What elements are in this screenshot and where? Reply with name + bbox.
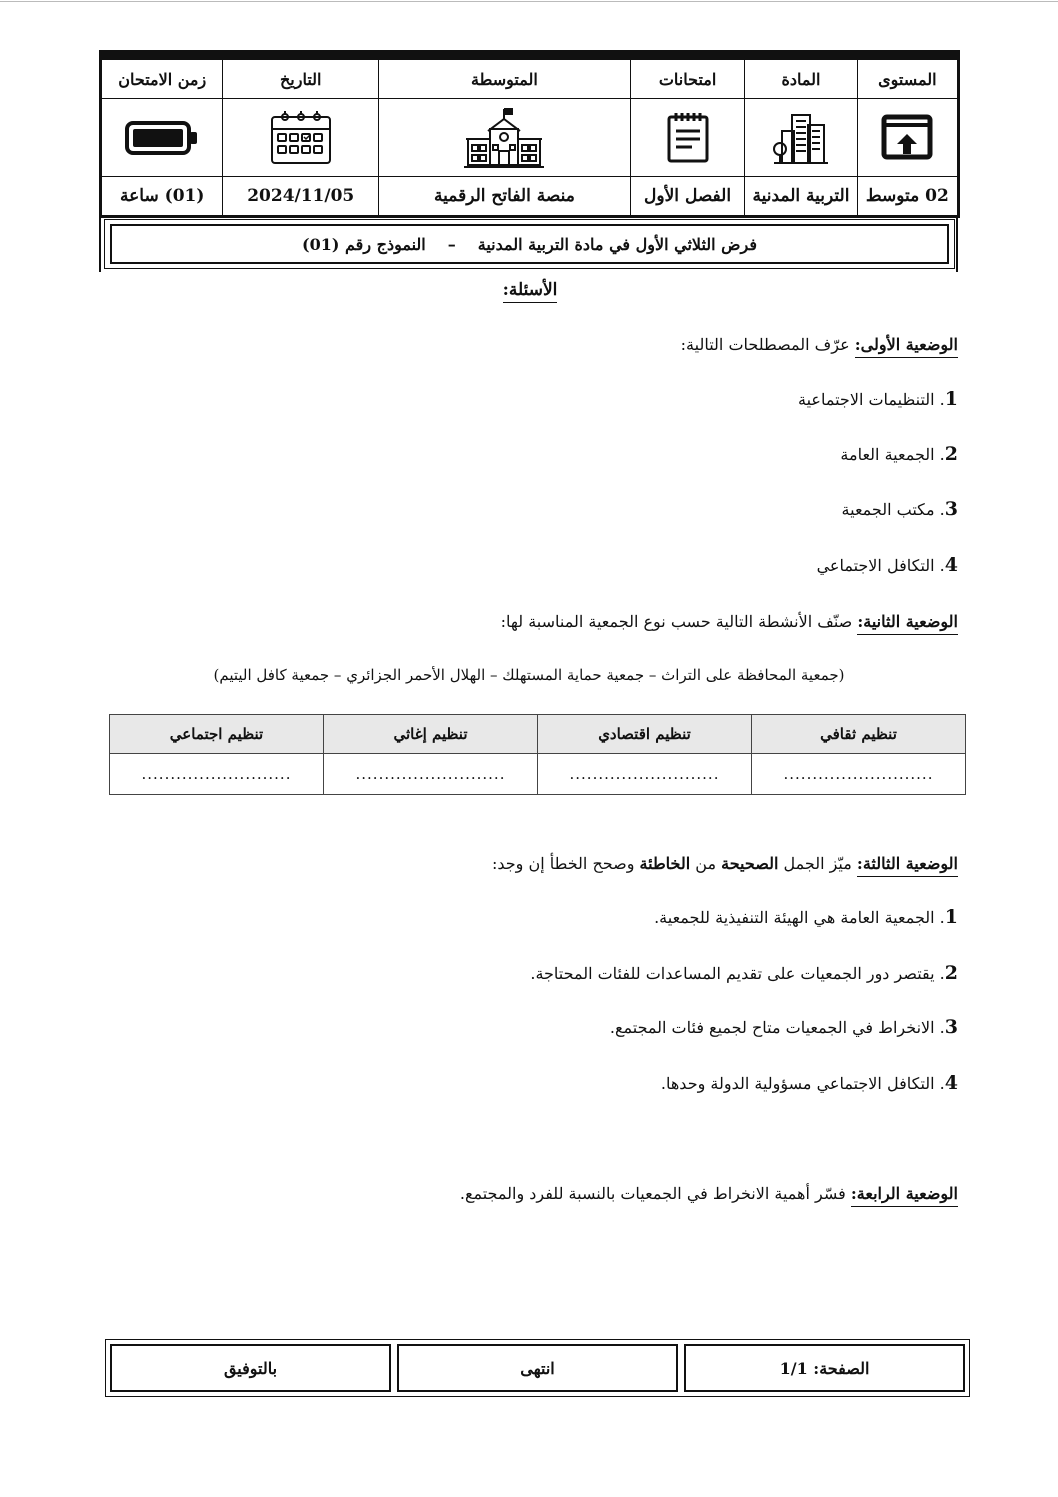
exam-title-dash: – — [447, 234, 456, 254]
header-label-exams: امتحانات — [630, 60, 744, 99]
table-cell-social[interactable]: .......................... — [110, 754, 324, 795]
city-buildings-icon — [745, 99, 857, 177]
header-value-term: الفصل الأول — [630, 177, 744, 216]
upload-screen-icon — [857, 99, 957, 177]
q4-text: فسّر أهمية الانخراط في الجمعيات بالنسبة للفرد والمجتمع. — [459, 1184, 846, 1203]
footer-good-luck: بالتوفيق — [110, 1344, 391, 1392]
header-value-subject: التربية المدنية — [745, 177, 857, 216]
q1-item-2: 2. الجمعية العامة — [840, 443, 958, 465]
calendar-icon — [223, 99, 379, 177]
page-footer — [105, 1339, 970, 1397]
header-label-duration: زمن الامتحان — [102, 60, 223, 99]
q4-label: الوضعية الرابعة: — [851, 1184, 958, 1207]
q3-item-4: 4. التكافل الاجتماعي مسؤولية الدولة وحدها. — [660, 1072, 958, 1094]
header-label-subject: المادة — [745, 60, 857, 99]
title-frame-left — [99, 216, 101, 272]
header-value-school: منصة الفاتح الرقمية — [379, 177, 631, 216]
table-cell-relief[interactable]: .......................... — [324, 754, 538, 795]
exam-title-box — [104, 219, 955, 269]
q1-item-1: 1. التنظيمات الاجتماعية — [798, 388, 958, 410]
header-value-date: 2024/11/05 — [223, 177, 379, 216]
q3-item-1: 1. الجمعية العامة هي الهيئة التنفيذية للجمعية. — [654, 906, 958, 928]
table-cell-economic[interactable]: .......................... — [538, 754, 752, 795]
table-header-economic: تنظيم اقتصادي — [538, 715, 752, 754]
exam-title-main: فرض الثلاثي الأول في مادة التربية المدنية — [477, 234, 757, 254]
q1-item-3: 3. مكتب الجمعية — [841, 498, 958, 520]
q2-prompt — [501, 612, 958, 631]
q2-label: الوضعية الثانية: — [857, 612, 958, 635]
classification-table — [109, 714, 966, 795]
exam-header-table — [99, 50, 960, 218]
notepad-icon — [630, 99, 744, 177]
header-label-school: المتوسطة — [379, 60, 631, 99]
top-rule — [0, 1, 1058, 2]
footer-page-number: الصفحة: 1/1 — [684, 1344, 965, 1392]
questions-heading: الأسئلة: — [470, 280, 590, 300]
q1-prompt — [681, 335, 958, 354]
school-building-icon — [379, 99, 631, 177]
q1-item-4: 4. التكافل الاجتماعي — [816, 554, 958, 576]
q2-text: صنّف الأنشطة التالية حسب نوع الجمعية المناسبة لها: — [500, 612, 853, 631]
footer-end: انتهى — [397, 1344, 678, 1392]
table-header-cultural: تنظيم ثقافي — [752, 715, 966, 754]
header-label-date: التاريخ — [223, 60, 379, 99]
battery-icon — [102, 99, 223, 177]
exam-title-model: النموذج رقم (01) — [302, 234, 426, 254]
q3-item-2: 2. يقتصر دور الجمعيات على تقديم المساعدات للفئات المحتاجة. — [530, 962, 958, 984]
table-cell-cultural[interactable]: .......................... — [752, 754, 966, 795]
q3-label: الوضعية الثالثة: — [857, 854, 958, 877]
header-label-level: المستوى — [857, 60, 957, 99]
q1-text: عرّف المصطلحات التالية: — [680, 335, 850, 354]
table-header-social: تنظيم اجتماعي — [110, 715, 324, 754]
q1-label: الوضعية الأولى: — [855, 335, 958, 358]
title-frame-right — [956, 216, 958, 272]
q4-prompt — [460, 1184, 958, 1203]
header-value-duration: (01) ساعة — [102, 177, 223, 216]
q3-item-3: 3. الانخراط في الجمعيات متاح لجميع فئات المجتمع. — [609, 1016, 958, 1038]
q2-association-list: (جمعية المحافظة على التراث – جمعية حماية المستهلك – الهلال الأحمر الجزائري – جمعية كافل اليتيم) — [213, 666, 845, 684]
table-header-relief: تنظيم إغاثي — [324, 715, 538, 754]
q3-prompt: الوضعية الثالثة: ميّز الجمل الصحيحة من الخاطئة وصحح الخطأ إن وجد: — [492, 854, 958, 873]
header-value-level: 02 متوسط — [857, 177, 957, 216]
